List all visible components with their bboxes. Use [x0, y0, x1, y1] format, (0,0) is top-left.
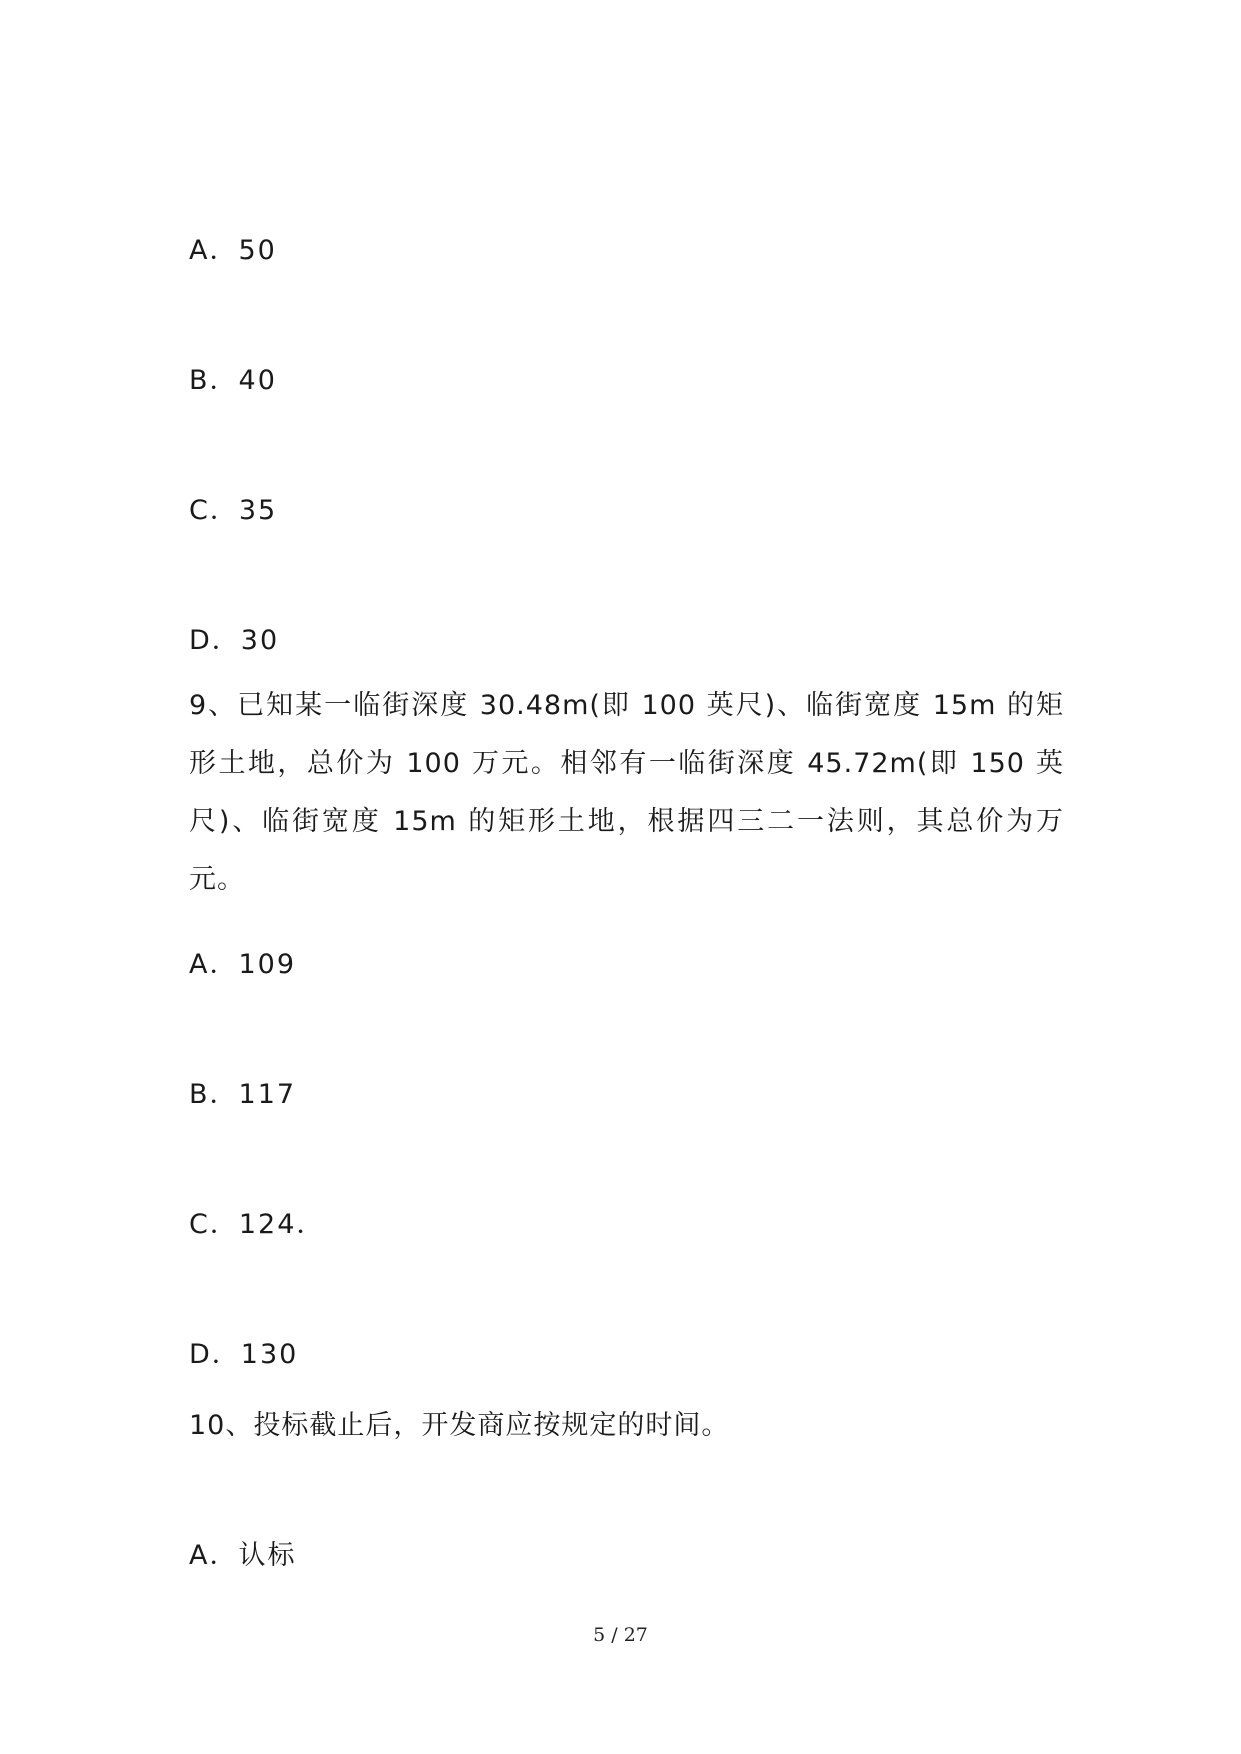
q9-option-d: D．130: [189, 1339, 299, 1370]
q8-option-d: D．30: [189, 625, 280, 656]
q9-option-b: B．117: [189, 1079, 297, 1110]
q9-option-c: C．124．: [189, 1209, 326, 1240]
page-number: 5 / 27: [593, 1624, 648, 1646]
q8-option-a: A．50: [189, 235, 277, 266]
q9-option-a: A．109: [189, 949, 297, 980]
q10-option-a: A．认标: [189, 1540, 297, 1571]
q8-option-c: C．35: [189, 495, 278, 526]
q8-option-b: B．40: [189, 365, 277, 396]
q9-stem: 9、已知某一临街深度 30.48m(即 100 英尺)、临街宽度 15m 的矩形土地，总价为 100 万元。相邻有一临街深度 45.72m(即 150 英尺)、临街宽度 15m 的矩形土地，根据四三二一法则，其总价为万元。: [189, 690, 1064, 895]
q10-stem: 10、投标截止后，开发商应按规定的时间。: [189, 1410, 730, 1441]
